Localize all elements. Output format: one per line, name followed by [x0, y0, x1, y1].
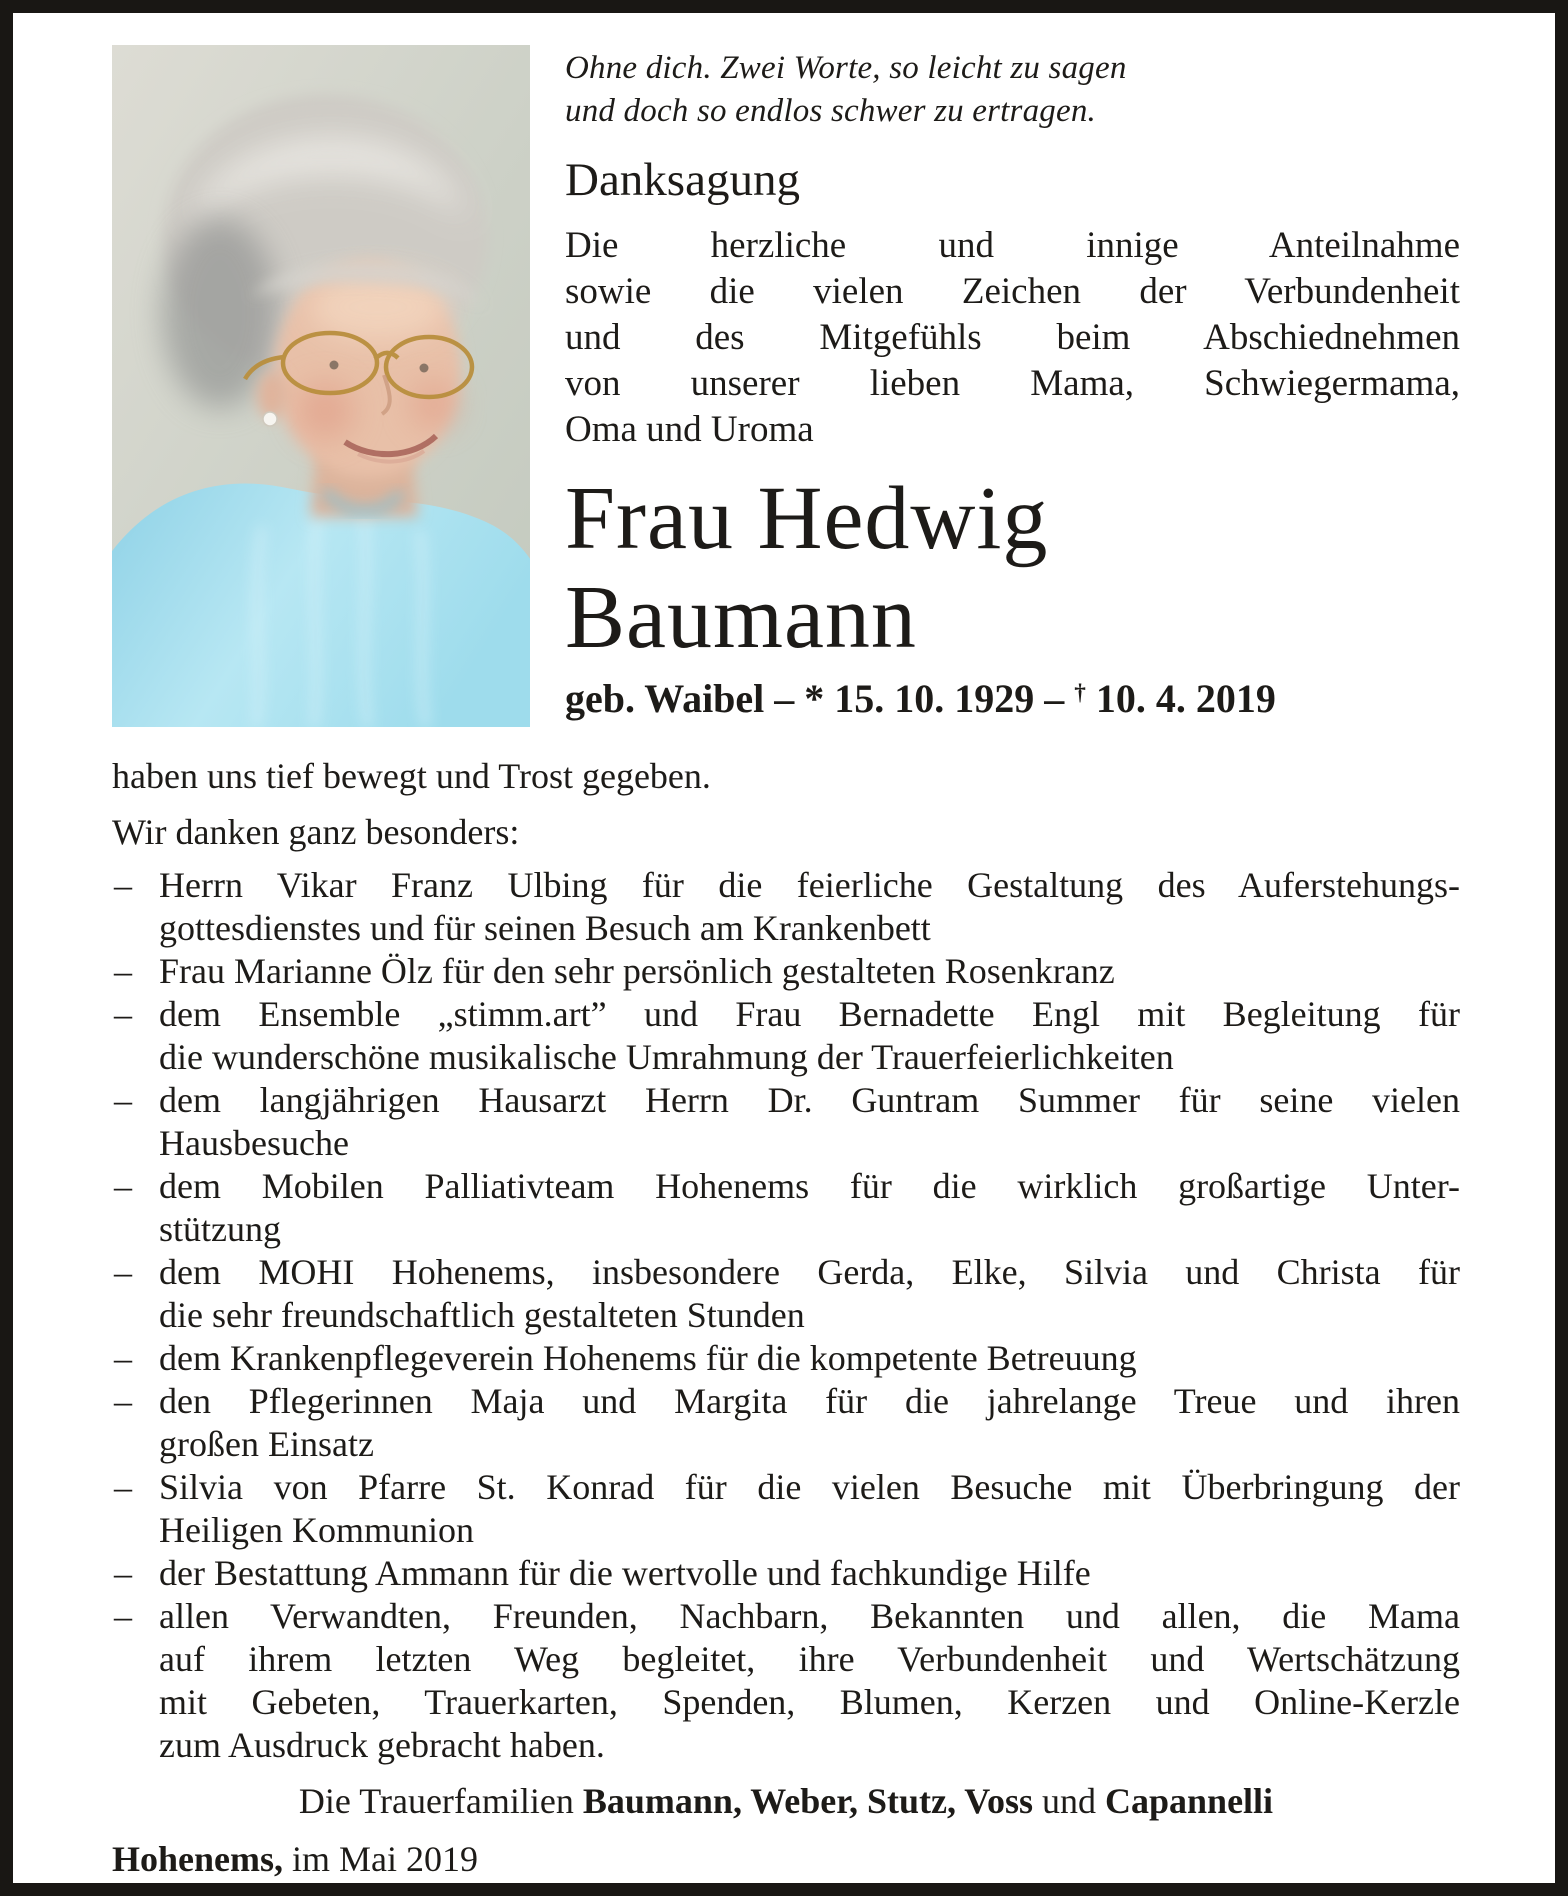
list-item: [112, 864, 1460, 950]
condolence-line: haben uns tief bewegt und Trost gegeben.: [112, 756, 711, 796]
death-cross-icon: †: [1074, 679, 1086, 706]
page-title: Danksagung: [565, 153, 800, 206]
item-line: die sehr freundschaftlich gestalteten Stunden: [159, 1295, 805, 1335]
item-dash: –: [114, 1467, 132, 1507]
list-item: [112, 950, 1460, 993]
list-item: [112, 1079, 1460, 1165]
item-line: dem langjährigen Hausarzt Herrn Dr. Guntram Summer für seine vielen: [159, 1080, 1460, 1120]
item-dash: –: [114, 1381, 132, 1421]
item-dash: –: [114, 951, 132, 991]
item-line: der Bestattung Ammann für die wertvolle und fachkundige Hilfe: [159, 1553, 1091, 1593]
item-line: Herrn Vikar Franz Ulbing für die feierliche Gestaltung des Auferstehungs-: [159, 865, 1460, 905]
item-line: dem Mobilen Palliativteam Hohenems für die wirklich großartige Unter-: [159, 1166, 1460, 1206]
list-item: [112, 993, 1460, 1079]
jacket-shape: [112, 483, 530, 727]
item-line: großen Einsatz: [159, 1424, 374, 1464]
portrait-photo: [112, 45, 530, 727]
intro-line: und des Mitgefühls beim Abschiednehmen: [565, 316, 1460, 358]
list-item: [112, 1165, 1460, 1251]
family-name-last: Capannelli: [1105, 1781, 1274, 1821]
families-prefix: Die Trauerfamilien: [298, 1781, 583, 1821]
date-text: im Mai 2019: [283, 1839, 478, 1879]
list-item: [112, 1251, 1460, 1337]
item-line: dem MOHI Hohenems, insbesondere Gerda, Elke, Silvia und Christa für: [159, 1252, 1460, 1292]
eye-left: [330, 361, 339, 370]
item-line: die wunderschöne musikalische Umrahmung der Trauerfeierlichkeiten: [159, 1037, 1174, 1077]
quote-line-2: und doch so endlos schwer zu ertragen.: [565, 92, 1096, 129]
item-line: den Pflegerinnen Maja und Margita für die jahrelange Treue und ihren: [159, 1381, 1460, 1421]
item-line: zum Ausdruck gebracht haben.: [159, 1725, 605, 1765]
list-item: [112, 1380, 1460, 1466]
item-line: allen Verwandten, Freunden, Nachbarn, Bekannten und allen, die Mama: [159, 1596, 1460, 1636]
intro-line: sowie die vielen Zeichen der Verbundenheit: [565, 270, 1460, 312]
item-line: dem Ensemble „stimm.art” und Frau Bernadette Engl mit Begleitung für: [159, 994, 1460, 1034]
item-dash: –: [114, 1596, 132, 1636]
place-name: Hohenems,: [112, 1839, 283, 1879]
maiden-name: geb. Waibel –: [565, 675, 805, 721]
item-dash: –: [114, 994, 132, 1034]
cheek-right: [410, 381, 458, 429]
deceased-name: [565, 469, 1460, 667]
memorial-quote: [565, 47, 1460, 133]
item-line: Frau Marianne Ölz für den sehr persönlich gestalteten Rosenkranz: [159, 951, 1115, 991]
item-dash: –: [114, 1166, 132, 1206]
item-dash: –: [114, 1553, 132, 1593]
list-item: [112, 1466, 1460, 1552]
birth-date: 15. 10. 1929 –: [824, 675, 1075, 721]
list-item: [112, 1595, 1460, 1767]
intro-line: Die herzliche und innige Anteilnahme: [565, 224, 1460, 266]
item-dash: –: [114, 1252, 132, 1292]
families-connector: und: [1033, 1781, 1106, 1821]
item-line: auf ihrem letzten Weg begleitet, ihre Verbundenheit und Wertschätzung: [159, 1639, 1460, 1679]
thanks-list: [112, 864, 1460, 1767]
item-line: Hausbesuche: [159, 1123, 349, 1163]
list-item: [112, 1552, 1460, 1595]
item-line: dem Krankenpflegeverein Hohenems für die kompetente Betreuung: [159, 1338, 1137, 1378]
item-dash: –: [114, 1338, 132, 1378]
place-date-line: [112, 1838, 1460, 1881]
item-dash: –: [114, 1080, 132, 1120]
top-section: [13, 13, 1555, 727]
eye-right: [420, 364, 429, 373]
item-line: stützung: [159, 1209, 281, 1249]
intro-line: von unserer lieben Mama, Schwiegermama,: [565, 362, 1460, 404]
body-section: [13, 755, 1555, 1881]
quote-line-1: Ohne dich. Zwei Worte, so leicht zu sagen: [565, 50, 1127, 86]
name-line-1: Frau Hedwig: [565, 468, 1049, 568]
pearl-earring: [263, 412, 277, 426]
thanks-intro: Wir danken ganz besonders:: [112, 812, 520, 852]
item-line: Heiligen Kommunion: [159, 1510, 474, 1550]
item-line: Silvia von Pfarre St. Konrad für die vielen Besuche mit Überbringung der: [159, 1467, 1460, 1507]
intro-line: Oma und Uroma: [565, 408, 814, 450]
birth-star-icon: *: [804, 675, 825, 721]
family-names: Baumann, Weber, Stutz, Voss: [582, 1781, 1034, 1821]
item-line: gottesdienstes und für seinen Besuch am Krankenbett: [159, 908, 931, 948]
list-item: [112, 1337, 1460, 1380]
item-line: mit Gebeten, Trauerkarten, Spenden, Blumen, Kerzen und Online-Kerzle: [159, 1682, 1460, 1722]
families-line: [112, 1780, 1460, 1823]
intro-paragraph: [565, 223, 1460, 453]
right-column: [565, 45, 1460, 727]
death-date: 10. 4. 2019: [1085, 675, 1276, 721]
life-dates: [565, 675, 1460, 722]
item-dash: –: [114, 865, 132, 905]
name-line-2: Baumann: [565, 567, 917, 667]
portrait-illustration: [112, 45, 530, 727]
